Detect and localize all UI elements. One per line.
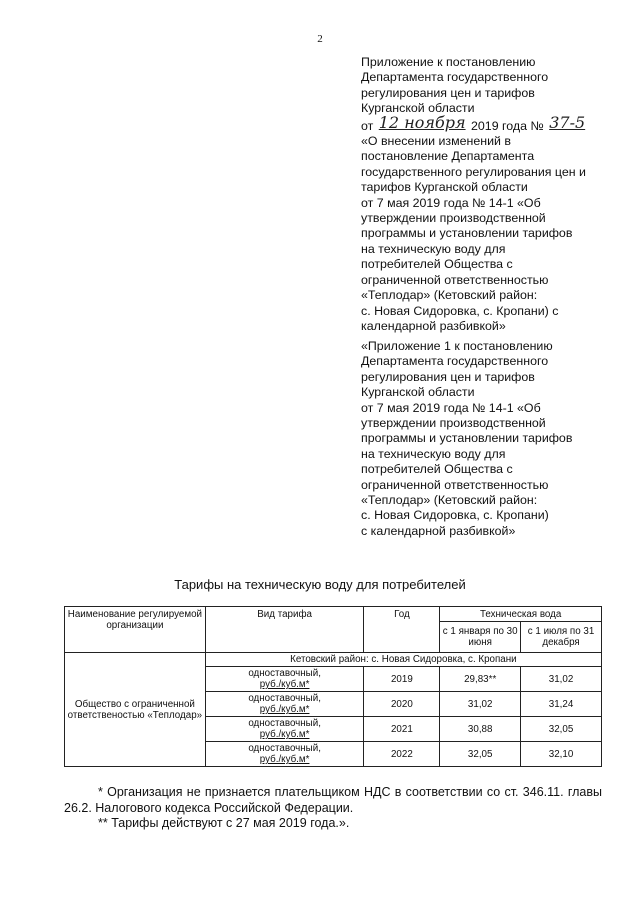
annex1-date-line (361, 112, 623, 134)
tariff-table (64, 606, 602, 767)
annex1-line: государственного регулирования цен и (361, 164, 586, 179)
header-period-2: с 1 июля по 31 декабря (521, 622, 602, 653)
annex2-line: регулирования цен и тарифов (361, 369, 535, 384)
annex1-line: постановление Департамента (361, 149, 535, 164)
annex-header-1 (361, 55, 623, 334)
tariff-type-cell: одноставочный, руб./куб.м* (205, 717, 364, 742)
period-2-value: 32,10 (521, 742, 602, 767)
year-cell: 2022 (364, 742, 440, 767)
annex1-line: Курганской области (361, 101, 475, 116)
tariff-type-cell: одноставочный, руб./куб.м* (205, 692, 364, 717)
annex2-line: от 7 мая 2019 года № 14-1 «Об (361, 400, 541, 415)
header-organization: Наименование регулируемой организации (65, 607, 206, 653)
header-year: Год (364, 607, 440, 653)
handwritten-number: 37-5 (549, 112, 586, 132)
page-number: 2 (317, 33, 323, 45)
year-cell: 2019 (364, 667, 440, 692)
annex1-line: утверждении производственной (361, 211, 546, 226)
annex2-line: ограниченной ответственностью (361, 477, 549, 492)
period-2-value: 31,24 (521, 692, 602, 717)
annex1-line: с. Новая Сидоровка, с. Кропани) с (361, 303, 559, 318)
tariff-type-cell: одноставочный, руб./куб.м* (205, 667, 364, 692)
period-1-value: 30,88 (440, 717, 521, 742)
annex2-line: программы и установлении тарифов (361, 431, 573, 446)
annex1-line: регулирования цен и тарифов (361, 85, 535, 100)
year-cell: 2020 (364, 692, 440, 717)
tariff-type-cell: одноставочный, руб./куб.м* (205, 742, 364, 767)
header-period-1: с 1 января по 30 июня (440, 622, 521, 653)
annex1-line: календарной разбивкой» (361, 318, 506, 333)
annex2-line: утверждении производственной (361, 416, 546, 431)
period-1-value: 32,05 (440, 742, 521, 767)
annex1-line: программы и установлении тарифов (361, 226, 573, 241)
annex2-line: с. Новая Сидоровка, с. Кропани) (361, 508, 549, 523)
period-2-value: 32,05 (521, 717, 602, 742)
header-technical-water: Техническая вода (440, 607, 602, 622)
annex1-line: «О внесении изменений в (361, 134, 511, 149)
period-1-value: 31,02 (440, 692, 521, 717)
annex2-line: на техническую воду для (361, 446, 506, 461)
annex2-line: Департамента государственного (361, 354, 549, 369)
annex1-line: от 7 мая 2019 года № 14-1 «Об (361, 195, 541, 210)
period-2-value: 31,02 (521, 667, 602, 692)
annex1-line: тарифов Курганской области (361, 180, 528, 195)
region-row: Кетовский район: с. Новая Сидоровка, с. Кропани (205, 653, 601, 667)
date-prefix: от (361, 118, 374, 133)
annex-header-2 (361, 339, 623, 539)
annex2-line: «Теплодар» (Кетовский район: (361, 493, 538, 508)
annex2-line: с календарной разбивкой» (361, 523, 516, 538)
annex1-line: на техническую воду для (361, 241, 506, 256)
header-tariff-type: Вид тарифа (205, 607, 364, 653)
annex1-line: Департамента государственного (361, 70, 549, 85)
footnote-effective-date: ** Тарифы действуют с 27 мая 2019 года.». (98, 816, 350, 830)
annex1-line: «Теплодар» (Кетовский район: (361, 288, 538, 303)
annex1-line: Приложение к постановлению (361, 55, 536, 69)
annex1-line: потребителей Общества с (361, 257, 513, 272)
annex2-line: потребителей Общества с (361, 462, 513, 477)
annex1-line: ограниченной ответственностью (361, 272, 549, 287)
period-1-value: 29,83** (440, 667, 521, 692)
organization-cell: Общество с ограниченной ответственостью «Теплодар» (65, 653, 206, 767)
footnote-vat: * Организация не признается плательщиком НДС в соответствии со ст. 346.11. главы 26.2. Налогового кодекса Российской Федерации. (64, 785, 602, 815)
date-year: 2019 года № (471, 118, 544, 133)
annex2-line: «Приложение 1 к постановлению (361, 339, 553, 353)
annex2-line: Курганской области (361, 385, 475, 400)
table-title: Тарифы на техническую воду для потребителей (174, 577, 466, 592)
handwritten-date: 12 ноября (378, 112, 466, 132)
footnotes (64, 785, 602, 832)
year-cell: 2021 (364, 717, 440, 742)
